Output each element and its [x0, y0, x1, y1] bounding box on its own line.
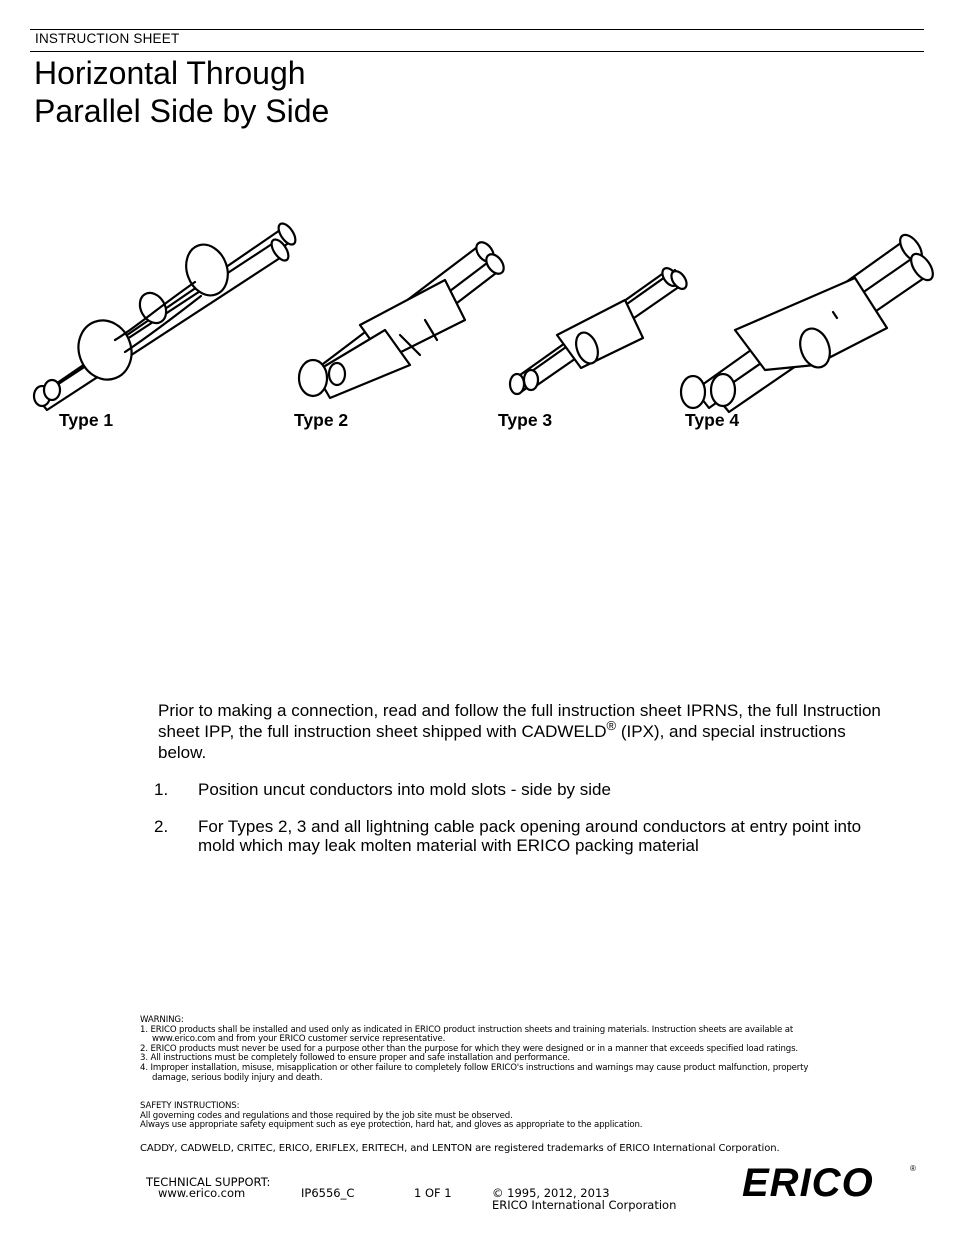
type-4-illustration	[681, 231, 937, 412]
safety-heading: SAFETY INSTRUCTIONS:	[140, 1101, 240, 1111]
warning-line: 4. Improper installation, misuse, misapplication or other failure to completely follow ERICO's instructions and warnings may cause product malfunction, property	[140, 1062, 809, 1073]
type-1-illustration	[34, 221, 299, 410]
type-2-illustration	[299, 239, 507, 398]
warning-line: 2. ERICO products must never be used for a purpose other than the purpose for which they were designed or in a manner that exceeds specified load ratings.	[140, 1043, 798, 1054]
step-text: For Types 2, 3 and all lightning cable pack opening around conductors at entry point into mold which may leak molten material with ERICO packing material	[198, 817, 862, 855]
figure-label-type-4: Type 4	[685, 410, 740, 430]
figure-label-type-3: Type 3	[498, 410, 553, 430]
support-label: TECHNICAL SUPPORT:	[146, 1175, 271, 1189]
trademark-notice: CADDY, CADWELD, CRITEC, ERICO, ERIFLEX, ERITECH, and LENTON are registered trademarks of ERICO International Corporation.	[140, 1143, 780, 1154]
warning-line: damage, serious bodily injury and death.	[152, 1072, 323, 1083]
step-text: Position uncut conductors into mold slots - side by side	[198, 780, 611, 799]
logo-registered-mark: ®	[910, 1164, 916, 1173]
warning-block	[140, 1016, 808, 1083]
intro-text-1: Prior to making a connection, read and follow the full instruction sheet IPRNS, the full Instruction sheet IPP, the full instruction sheet shipped with CADWELD	[158, 701, 881, 741]
safety-line: Always use appropriate safety equipment such as eye protection, hard hat, and gloves as appropriate to the application.	[140, 1120, 643, 1131]
intro-text-2: (IPX), and special instructions below.	[158, 722, 846, 762]
header-rule-bottom	[30, 51, 924, 52]
document-id: IP6556_C	[301, 1186, 355, 1200]
title-line-1: Horizontal Through	[34, 55, 306, 91]
page-number: 1 OF 1	[414, 1186, 452, 1200]
figure-label-type-2: Type 2	[294, 410, 349, 430]
registered-mark: ®	[606, 718, 617, 733]
warning-heading: WARNING:	[140, 1015, 184, 1025]
warning-line: www.erico.com and from your ERICO customer service representative.	[152, 1034, 446, 1045]
warning-line: 1. ERICO products shall be installed and used only as indicated in ERICO product instruction sheets and training materials. Instruction sheets are available at	[140, 1024, 794, 1035]
safety-line: All governing codes and regulations and those required by the job site must be observed.	[140, 1110, 513, 1121]
company-name: ERICO International Corporation	[492, 1198, 677, 1212]
header-label: INSTRUCTION SHEET	[35, 31, 180, 46]
safety-block	[140, 1102, 642, 1131]
step-number: 1.	[154, 780, 169, 799]
copyright: © 1995, 2012, 2013	[492, 1186, 610, 1200]
step-number: 2.	[154, 817, 169, 836]
support-url-link[interactable]: www.erico.com	[158, 1186, 246, 1200]
page-title	[34, 54, 329, 130]
intro-paragraph	[158, 700, 898, 763]
logo-wordmark: ERICO	[742, 1162, 874, 1202]
header-rule-top	[30, 29, 924, 30]
figure-label-type-1: Type 1	[59, 410, 114, 430]
warning-line: 3. All instructions must be completely followed to ensure proper and safe installation and performance.	[140, 1053, 570, 1064]
connection-illustrations	[25, 200, 945, 425]
title-line-2: Parallel Side by Side	[34, 93, 330, 129]
type-3-illustration	[510, 265, 690, 394]
erico-logo	[742, 1162, 922, 1202]
